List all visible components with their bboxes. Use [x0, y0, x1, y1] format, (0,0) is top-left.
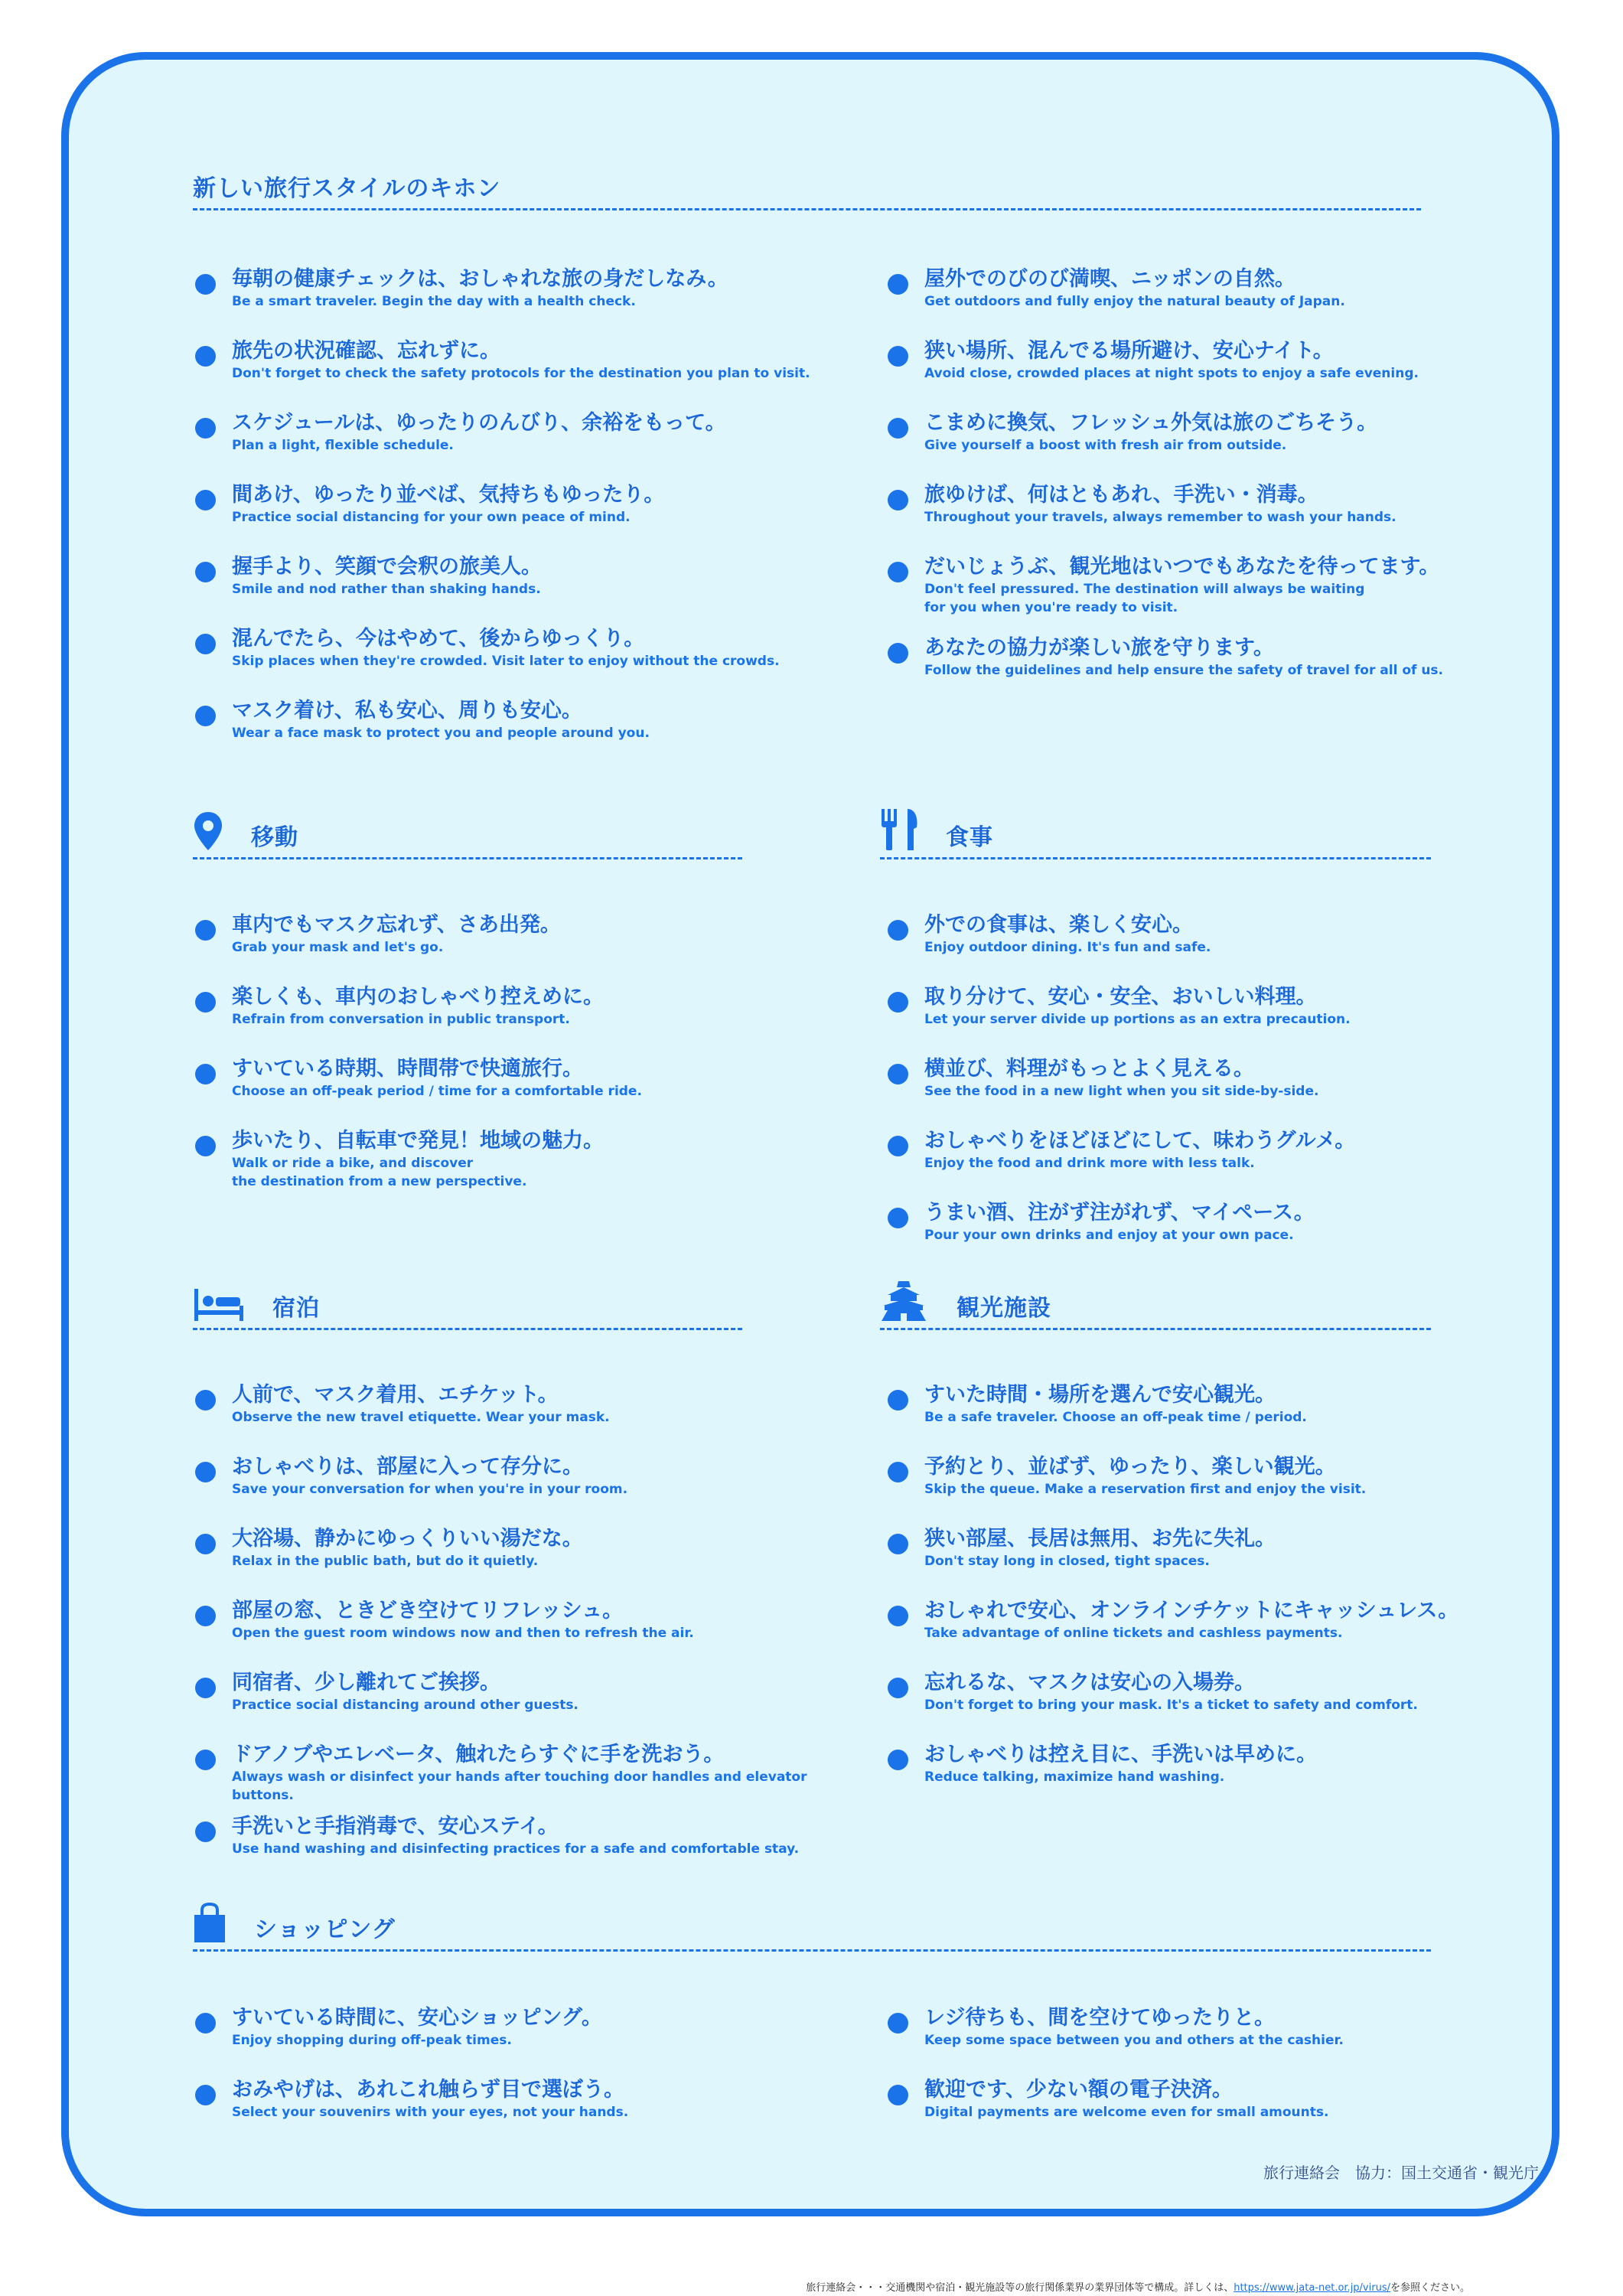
bullet-icon — [888, 1462, 908, 1482]
item-japanese: だいじょうぶ、観光地はいつでもあなたを待ってます。 — [924, 555, 1440, 579]
shopping-section — [193, 1906, 1431, 1952]
dining-section — [880, 814, 1431, 859]
item-english: Skip places when they're crowded. Visit later to enjoy without the crowds. — [232, 654, 780, 669]
item-english: Don't feel pressured. The destination will always be waiting for you when you're ready to visit. — [924, 582, 1365, 615]
item-japanese: 混んでたら、今はやめて、後からゆっくり。 — [232, 627, 645, 651]
item-english: Open the guest room windows now and then to refresh the air. — [232, 1626, 694, 1641]
footnote — [806, 2279, 1470, 2294]
item-japanese: うまい酒、注がず注がれず、マイペース。 — [924, 1201, 1315, 1225]
credit-line: 旅行連絡会 協力：国土交通省・観光庁 — [1263, 2164, 1539, 2182]
item-english: Follow the guidelines and help ensure the safety of travel for all of us. — [924, 663, 1443, 678]
item-english: Get outdoors and fully enjoy the natural beauty of Japan. — [924, 294, 1345, 309]
item-japanese: 狭い場所、混んでる場所避け、安心ナイト。 — [924, 339, 1334, 363]
item-english: Don't stay long in closed, tight spaces. — [924, 1554, 1210, 1569]
bullet-icon — [195, 1750, 216, 1770]
bullet-icon — [195, 992, 216, 1013]
item-english: Be a safe traveler. Choose an off-peak time / period. — [924, 1410, 1307, 1425]
item-english: Grab your mask and let's go. — [232, 940, 444, 955]
item-japanese: 忘れるな、マスクは安心の入場券。 — [924, 1671, 1255, 1694]
item-english: Save your conversation for when you're in your room. — [232, 1482, 628, 1497]
bullet-icon — [888, 1750, 908, 1770]
item-japanese: おしゃべりをほどほどにして、味わうグルメ。 — [924, 1129, 1356, 1153]
footnote-suffix: を参照ください。 — [1390, 2282, 1470, 2294]
item-english: Enjoy the food and drink more with less talk. — [924, 1156, 1255, 1171]
bullet-icon — [888, 1390, 908, 1411]
bullet-icon — [195, 1064, 216, 1084]
item-japanese: 取り分けて、安心・安全、おいしい料理。 — [924, 985, 1317, 1009]
bullet-icon — [195, 1390, 216, 1411]
item-english: Take advantage of online tickets and cashless payments. — [924, 1626, 1343, 1641]
dashed-divider — [193, 857, 742, 859]
bullet-icon — [888, 346, 908, 367]
castle-icon — [880, 1278, 927, 1326]
lodging-title: 宿泊 — [272, 1295, 320, 1322]
item-japanese: 楽しくも、車内のおしゃべり控えめに。 — [232, 985, 604, 1009]
item-japanese: 歩いたり、自転車で発見！地域の魅力。 — [232, 1129, 604, 1153]
item-english: See the food in a new light when you sit side-by-side. — [924, 1084, 1319, 1099]
item-japanese: 部屋の窓、ときどき空けてリフレッシュ。 — [232, 1599, 624, 1623]
bullet-icon — [888, 643, 908, 664]
bullet-icon — [195, 1136, 216, 1156]
lodging-section — [193, 1284, 742, 1330]
bullet-icon — [195, 346, 216, 367]
item-english: Wear a face mask to protect you and people around you. — [232, 726, 650, 741]
item-japanese: 車内でもマスク忘れず、さあ出発。 — [232, 913, 561, 937]
footnote-link[interactable]: https://www.jata-net.or.jp/virus/ — [1234, 2282, 1390, 2294]
bullet-icon — [195, 418, 216, 439]
dashed-divider — [880, 1328, 1431, 1330]
transport-title: 移動 — [251, 824, 298, 851]
item-english: Be a smart traveler. Begin the day with a health check. — [232, 294, 636, 309]
item-english: Skip the queue. Make a reservation first and enjoy the visit. — [924, 1482, 1367, 1497]
item-japanese: レジ待ちも、間を空けてゆったりと。 — [924, 2006, 1276, 2030]
item-english: Always wash or disinfect your hands after touching door handles and elevator buttons. — [232, 1769, 807, 1803]
item-english: Digital payments are welcome even for small amounts. — [924, 2105, 1329, 2120]
item-english: Pour your own drinks and enjoy at your own pace. — [924, 1228, 1294, 1243]
item-japanese: おしゃれで安心、オンラインチケットにキャッシュレス。 — [924, 1599, 1459, 1623]
bullet-icon — [195, 634, 216, 654]
item-english: Use hand washing and disinfecting practices for a safe and comfortable stay. — [232, 1841, 800, 1857]
bullet-icon — [195, 1821, 216, 1842]
item-english: Reduce talking, maximize hand washing. — [924, 1769, 1225, 1785]
bullet-icon — [888, 418, 908, 439]
item-japanese: すいた時間・場所を選んで安心観光。 — [924, 1383, 1276, 1407]
item-english: Don't forget to bring your mask. It's a ticket to safety and comfort. — [924, 1698, 1418, 1713]
item-english: Select your souvenirs with your eyes, not your hands. — [232, 2105, 629, 2120]
bullet-icon — [888, 274, 908, 295]
basics-section — [193, 165, 1421, 210]
item-english: Refrain from conversation in public transport. — [232, 1012, 570, 1027]
bullet-icon — [195, 706, 216, 726]
transport-header — [193, 814, 742, 859]
bullet-icon — [888, 1208, 908, 1228]
shopping-bag-icon — [193, 1903, 227, 1947]
transport-section — [193, 814, 742, 859]
bullet-icon — [195, 1534, 216, 1554]
bullet-icon — [888, 1064, 908, 1084]
item-japanese: 旅ゆけば、何はともあれ、手洗い・消毒。 — [924, 483, 1318, 507]
fork-knife-icon — [880, 807, 923, 855]
item-english: Relax in the public bath, but do it quietly. — [232, 1554, 539, 1569]
item-japanese: 旅先の状況確認、忘れずに。 — [232, 339, 500, 363]
dashed-divider — [193, 1328, 742, 1330]
item-japanese: 同宿者、少し離れてご挨拶。 — [232, 1671, 500, 1694]
dining-title: 食事 — [946, 824, 993, 851]
item-english: Keep some space between you and others at the cashier. — [924, 2033, 1344, 2048]
item-japanese: 人前で、マスク着用、エチケット。 — [232, 1383, 559, 1407]
item-japanese: こまめに換気、フレッシュ外気は旅のごちそう。 — [924, 411, 1378, 435]
item-english: Give yourself a boost with fresh air from outside. — [924, 438, 1287, 453]
item-japanese: 歓迎です、少ない額の電子決済。 — [924, 2078, 1233, 2102]
item-japanese: おみやげは、あれこれ触らず目で選ぼう。 — [232, 2078, 624, 2102]
basics-title: 新しい旅行スタイルのキホン — [193, 175, 501, 202]
item-japanese: 横並び、料理がもっとよく見える。 — [924, 1057, 1254, 1081]
bed-icon — [193, 1287, 245, 1326]
item-japanese: 屋外でのびのび満喫、ニッポンの自然。 — [924, 267, 1295, 291]
bullet-icon — [888, 1534, 908, 1554]
bullet-icon — [888, 562, 908, 582]
item-english: Practice social distancing around other guests. — [232, 1698, 578, 1713]
item-english: Plan a light, flexible schedule. — [232, 438, 454, 453]
shopping-title: ショッピング — [254, 1916, 396, 1943]
item-japanese: 毎朝の健康チェックは、おしゃれな旅の身だしなみ。 — [232, 267, 728, 291]
bullet-icon — [888, 1678, 908, 1698]
dashed-divider — [193, 208, 1421, 210]
item-english: Throughout your travels, always remember to wash your hands. — [924, 510, 1396, 525]
item-english: Smile and nod rather than shaking hands. — [232, 582, 541, 597]
sightseeing-header — [880, 1284, 1431, 1330]
bullet-icon — [888, 2085, 908, 2105]
item-japanese: すいている時間に、安心ショッピング。 — [232, 2006, 602, 2030]
item-japanese: あなたの協力が楽しい旅を守ります。 — [924, 636, 1274, 660]
item-english: Don't forget to check the safety protocols for the destination you plan to visit. — [232, 366, 810, 381]
bullet-icon — [195, 1678, 216, 1698]
item-english: Enjoy shopping during off-peak times. — [232, 2033, 512, 2048]
item-japanese: すいている時期、時間帯で快適旅行。 — [232, 1057, 583, 1081]
footnote-text: 旅行連絡会・・・交通機関や宿泊・観光施設等の旅行関係業界の業界団体等で構成。詳しくは、 — [806, 2282, 1234, 2294]
bullet-icon — [195, 274, 216, 295]
item-japanese: スケジュールは、ゆったりのんびり、余裕をもって。 — [232, 411, 726, 435]
bullet-icon — [195, 920, 216, 941]
item-japanese: 狭い部屋、長居は無用、お先に失礼。 — [924, 1527, 1276, 1551]
sightseeing-section — [880, 1284, 1431, 1330]
item-japanese: 握手より、笑顔で会釈の旅美人。 — [232, 555, 542, 579]
map-pin-icon — [193, 810, 223, 855]
bullet-icon — [888, 2013, 908, 2033]
item-english: Observe the new travel etiquette. Wear your mask. — [232, 1410, 610, 1425]
bullet-icon — [195, 2013, 216, 2033]
dining-header — [880, 814, 1431, 859]
dashed-divider — [880, 857, 1431, 859]
sightseeing-title: 観光施設 — [957, 1295, 1051, 1322]
item-english: Avoid close, crowded places at night spots to enjoy a safe evening. — [924, 366, 1419, 381]
bullet-icon — [195, 490, 216, 510]
item-japanese: 手洗いと手指消毒で、安心ステイ。 — [232, 1815, 559, 1838]
bullet-icon — [888, 992, 908, 1013]
basics-header — [193, 165, 1421, 210]
item-japanese: マスク着け、私も安心、周りも安心。 — [232, 699, 582, 722]
bullet-icon — [888, 1136, 908, 1156]
item-japanese: おしゃべりは控え目に、手洗いは早めに。 — [924, 1743, 1317, 1766]
item-japanese: 大浴場、静かにゆっくりいい湯だな。 — [232, 1527, 583, 1551]
item-japanese: おしゃべりは、部屋に入って存分に。 — [232, 1455, 583, 1479]
bullet-icon — [195, 1606, 216, 1626]
bullet-icon — [888, 920, 908, 941]
bullet-icon — [195, 1462, 216, 1482]
item-english: Choose an off-peak period / time for a comfortable ride. — [232, 1084, 642, 1099]
bullet-icon — [195, 2085, 216, 2105]
item-english: Walk or ride a bike, and discover the destination from a new perspective. — [232, 1156, 527, 1189]
dashed-divider — [193, 1949, 1431, 1952]
bullet-icon — [888, 490, 908, 510]
item-english: Let your server divide up portions as an extra precaution. — [924, 1012, 1351, 1027]
bullet-icon — [888, 1606, 908, 1626]
item-japanese: 外での食事は、楽しく安心。 — [924, 913, 1193, 937]
lodging-header — [193, 1284, 742, 1330]
item-japanese: ドアノブやエレベータ、触れたらすぐに手を洗おう。 — [232, 1743, 725, 1766]
item-english: Practice social distancing for your own peace of mind. — [232, 510, 631, 525]
item-japanese: 間あけ、ゆったり並べば、気持ちもゆったり。 — [232, 483, 665, 507]
shopping-header — [193, 1906, 1431, 1952]
bullet-icon — [195, 562, 216, 582]
item-english: Enjoy outdoor dining. It's fun and safe. — [924, 940, 1211, 955]
item-japanese: 予約とり、並ばず、ゆったり、楽しい観光。 — [924, 1455, 1336, 1479]
